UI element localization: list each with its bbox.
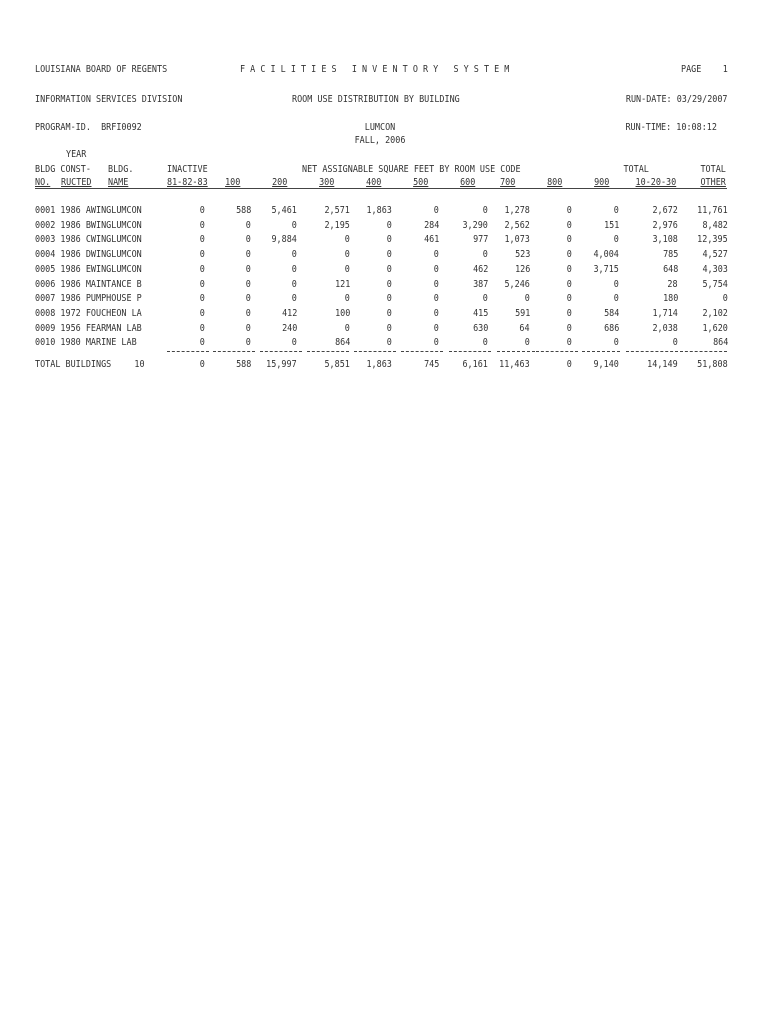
cell-c900: 0 bbox=[613, 337, 619, 349]
cell-inactive: 0 bbox=[199, 337, 205, 349]
cell-c300: 100 bbox=[334, 307, 350, 319]
col-name: NAME bbox=[108, 177, 129, 188]
cell-c700: 591 bbox=[514, 307, 530, 319]
cell-c100: 0 bbox=[245, 307, 251, 319]
cell-other: 0 bbox=[722, 293, 728, 305]
cell-c600: 0 bbox=[482, 293, 488, 305]
cell-c700: 2,562 bbox=[504, 219, 530, 231]
row-label: 0010 1980 MARINE LAB bbox=[35, 337, 137, 349]
cell-c400: 0 bbox=[386, 278, 392, 290]
term: FALL, 2006 bbox=[354, 135, 406, 146]
cell-total: 2,038 bbox=[652, 322, 678, 334]
cell-c300: 0 bbox=[344, 249, 350, 261]
col-bldg-const-label: BLDG CONST- bbox=[35, 164, 91, 175]
cell-inactive: 0 bbox=[199, 278, 205, 290]
run-time: RUN-TIME: 10:08:12 bbox=[625, 122, 717, 133]
cell-inactive: 0 bbox=[199, 249, 205, 261]
dash-separator bbox=[680, 351, 727, 352]
dash-separator bbox=[213, 351, 255, 352]
cell-c200: 0 bbox=[291, 293, 297, 305]
cell-c400: 0 bbox=[386, 249, 392, 261]
cell-c500: 0 bbox=[433, 205, 439, 216]
cell-c300: 0 bbox=[344, 263, 350, 275]
cell-c800: 0 bbox=[566, 293, 572, 305]
row-label: 0009 1956 FEARMAN LAB bbox=[35, 322, 142, 334]
cell-c600: 462 bbox=[472, 263, 488, 275]
row-label: 0003 1986 CWINGLUMCON bbox=[35, 234, 142, 246]
cell-other: 5,754 bbox=[702, 278, 728, 290]
total-other: 51,808 bbox=[697, 359, 728, 370]
cell-c300: 0 bbox=[344, 322, 350, 334]
cell-c900: 0 bbox=[613, 278, 619, 290]
col-800: 800 bbox=[546, 177, 562, 188]
cell-c400: 0 bbox=[386, 263, 392, 275]
cell-c800: 0 bbox=[566, 249, 572, 261]
cell-c800: 0 bbox=[566, 322, 572, 334]
header-rule bbox=[35, 188, 727, 189]
total-c100: 588 bbox=[235, 359, 251, 370]
cell-c200: 0 bbox=[291, 249, 297, 261]
dash-separator bbox=[582, 351, 620, 352]
run-date: RUN-DATE: 03/29/2007 bbox=[626, 94, 728, 105]
cell-c600: 0 bbox=[482, 337, 488, 349]
cell-c900: 686 bbox=[603, 322, 619, 334]
cell-c900: 0 bbox=[613, 234, 619, 246]
cell-c600: 3,290 bbox=[462, 219, 488, 231]
cell-c100: 0 bbox=[245, 322, 251, 334]
row-label: 0008 1972 FOUCHEON LA bbox=[35, 307, 142, 319]
cell-c800: 0 bbox=[566, 307, 572, 319]
cell-c500: 0 bbox=[433, 293, 439, 305]
cell-c500: 284 bbox=[423, 219, 439, 231]
total-c400: 1,863 bbox=[366, 359, 392, 370]
cell-c100: 0 bbox=[245, 219, 251, 231]
program-id: PROGRAM-ID. BRFI0092 bbox=[35, 122, 142, 133]
col-100: 100 bbox=[224, 177, 240, 188]
cell-c400: 0 bbox=[386, 307, 392, 319]
division-name: INFORMATION SERVICES DIVISION bbox=[35, 94, 183, 105]
cell-inactive: 0 bbox=[199, 307, 205, 319]
cell-other: 8,482 bbox=[702, 219, 728, 231]
cell-c600: 977 bbox=[472, 234, 488, 246]
total-c300: 5,851 bbox=[324, 359, 350, 370]
col-inactive: 81-82-83 bbox=[167, 177, 208, 188]
cell-c400: 0 bbox=[386, 219, 392, 231]
cell-c600: 387 bbox=[472, 278, 488, 290]
dash-separator bbox=[354, 351, 396, 352]
cell-c800: 0 bbox=[566, 205, 572, 216]
cell-inactive: 0 bbox=[199, 234, 205, 246]
cell-c800: 0 bbox=[566, 219, 572, 231]
col-inactive-top: INACTIVE bbox=[167, 164, 208, 175]
cell-c500: 0 bbox=[433, 307, 439, 319]
row-label: 0004 1986 DWINGLUMCON bbox=[35, 249, 142, 261]
cell-c700: 0 bbox=[524, 337, 530, 349]
cell-other: 2,102 bbox=[702, 307, 728, 319]
cell-inactive: 0 bbox=[199, 293, 205, 305]
cell-c200: 0 bbox=[291, 337, 297, 349]
cell-total: 648 bbox=[662, 263, 678, 275]
dash-separator bbox=[497, 351, 535, 352]
cell-other: 864 bbox=[712, 337, 728, 349]
cell-c100: 588 bbox=[235, 205, 251, 216]
cell-other: 11,761 bbox=[697, 205, 728, 216]
cell-c800: 0 bbox=[566, 263, 572, 275]
cell-c800: 0 bbox=[566, 234, 572, 246]
col-total-top: TOTAL bbox=[623, 164, 649, 175]
report-title: ROOM USE DISTRIBUTION BY BUILDING bbox=[292, 94, 460, 105]
col-year-label: YEAR bbox=[66, 149, 87, 160]
cell-c200: 5,461 bbox=[271, 205, 297, 216]
cell-total: 0 bbox=[672, 337, 678, 349]
cell-c100: 0 bbox=[245, 293, 251, 305]
cell-c800: 0 bbox=[566, 278, 572, 290]
dash-separator bbox=[449, 351, 491, 352]
total-buildings-count: 10 bbox=[134, 359, 145, 370]
campus-name: LUMCON bbox=[364, 122, 396, 133]
cell-c400: 0 bbox=[386, 337, 392, 349]
total-inactive: 0 bbox=[199, 359, 205, 370]
cell-c200: 0 bbox=[291, 219, 297, 231]
col-total-10-20-30: 10-20-30 bbox=[635, 177, 676, 188]
col-400: 400 bbox=[365, 177, 381, 188]
page-label: PAGE bbox=[681, 64, 702, 75]
cell-c200: 9,884 bbox=[271, 234, 297, 246]
col-900: 900 bbox=[593, 177, 609, 188]
cell-c100: 0 bbox=[245, 337, 251, 349]
total-c700: 11,463 bbox=[499, 359, 530, 370]
total-c600: 6,161 bbox=[462, 359, 488, 370]
cell-c600: 0 bbox=[482, 249, 488, 261]
cell-total: 28 bbox=[667, 278, 678, 290]
cell-c300: 2,571 bbox=[324, 205, 350, 216]
cell-c700: 126 bbox=[514, 263, 530, 275]
col-bldg-name-top: BLDG. bbox=[108, 164, 134, 175]
cell-c100: 0 bbox=[245, 249, 251, 261]
cell-c900: 3,715 bbox=[593, 263, 619, 275]
cell-c900: 0 bbox=[613, 205, 619, 216]
row-label: 0002 1986 BWINGLUMCON bbox=[35, 219, 142, 231]
cell-total: 2,976 bbox=[652, 219, 678, 231]
row-label: 0001 1986 AWINGLUMCON bbox=[35, 205, 142, 216]
cell-other: 4,303 bbox=[702, 263, 728, 275]
cell-c400: 0 bbox=[386, 293, 392, 305]
dash-separator bbox=[401, 351, 443, 352]
cell-c400: 0 bbox=[386, 234, 392, 246]
system-title: F A C I L I T I E S I N V E N T O R Y S Y S T E M bbox=[240, 64, 510, 75]
cell-c300: 2,195 bbox=[324, 219, 350, 231]
cell-total: 2,672 bbox=[652, 205, 678, 216]
cell-other: 4,527 bbox=[702, 249, 728, 261]
col-600: 600 bbox=[459, 177, 475, 188]
cell-c500: 0 bbox=[433, 249, 439, 261]
cell-c900: 0 bbox=[613, 293, 619, 305]
cell-c700: 1,278 bbox=[504, 205, 530, 216]
col-total-other: OTHER bbox=[700, 177, 726, 188]
cell-c600: 415 bbox=[472, 307, 488, 319]
dash-separator bbox=[307, 351, 349, 352]
total-c800: 0 bbox=[566, 359, 572, 370]
col-total-other-top: TOTAL bbox=[700, 164, 726, 175]
cell-c700: 5,246 bbox=[504, 278, 530, 290]
cell-c100: 0 bbox=[245, 278, 251, 290]
cell-c300: 0 bbox=[344, 234, 350, 246]
cell-total: 1,714 bbox=[652, 307, 678, 319]
row-label: 0005 1986 EWINGLUMCON bbox=[35, 263, 142, 275]
cell-c100: 0 bbox=[245, 234, 251, 246]
cell-inactive: 0 bbox=[199, 205, 205, 216]
cell-c700: 64 bbox=[519, 322, 530, 334]
total-c900: 9,140 bbox=[593, 359, 619, 370]
cell-c900: 151 bbox=[603, 219, 619, 231]
col-300: 300 bbox=[318, 177, 334, 188]
cell-other: 12,395 bbox=[697, 234, 728, 246]
cell-total: 785 bbox=[662, 249, 678, 261]
col-ructed: RUCTED bbox=[61, 177, 92, 188]
row-label: 0007 1986 PUMPHOUSE P bbox=[35, 293, 142, 305]
dash-separator bbox=[626, 351, 678, 352]
dash-separator bbox=[260, 351, 302, 352]
cell-c200: 0 bbox=[291, 263, 297, 275]
org-name: LOUISIANA BOARD OF REGENTS bbox=[35, 64, 168, 75]
cell-inactive: 0 bbox=[199, 263, 205, 275]
total-c500: 745 bbox=[423, 359, 439, 370]
total-total: 14,149 bbox=[647, 359, 678, 370]
col-no: NO. bbox=[35, 177, 51, 188]
cell-c500: 0 bbox=[433, 263, 439, 275]
cell-c600: 0 bbox=[482, 205, 488, 216]
cell-c200: 412 bbox=[281, 307, 297, 319]
cell-c400: 0 bbox=[386, 322, 392, 334]
cell-inactive: 0 bbox=[199, 219, 205, 231]
cell-c900: 4,004 bbox=[593, 249, 619, 261]
cell-c700: 1,073 bbox=[504, 234, 530, 246]
cell-c900: 584 bbox=[603, 307, 619, 319]
dash-separator bbox=[167, 351, 209, 352]
cell-c500: 0 bbox=[433, 322, 439, 334]
cell-c300: 864 bbox=[334, 337, 350, 349]
cell-c300: 0 bbox=[344, 293, 350, 305]
cell-c500: 0 bbox=[433, 337, 439, 349]
total-buildings-label: TOTAL BUILDINGS bbox=[35, 359, 112, 370]
page-number: 1 bbox=[722, 64, 728, 75]
cell-c200: 240 bbox=[281, 322, 297, 334]
col-nasf-label: NET ASSIGNABLE SQUARE FEET BY ROOM USE CODE bbox=[302, 164, 521, 175]
cell-c700: 523 bbox=[514, 249, 530, 261]
col-700: 700 bbox=[499, 177, 515, 188]
row-label: 0006 1986 MAINTANCE B bbox=[35, 278, 142, 290]
cell-total: 3,108 bbox=[652, 234, 678, 246]
cell-c700: 0 bbox=[524, 293, 530, 305]
cell-other: 1,620 bbox=[702, 322, 728, 334]
cell-c100: 0 bbox=[245, 263, 251, 275]
col-500: 500 bbox=[412, 177, 428, 188]
cell-inactive: 0 bbox=[199, 322, 205, 334]
cell-total: 180 bbox=[662, 293, 678, 305]
cell-c400: 1,863 bbox=[366, 205, 392, 216]
dash-separator bbox=[536, 351, 578, 352]
col-200: 200 bbox=[271, 177, 287, 188]
cell-c500: 461 bbox=[423, 234, 439, 246]
cell-c500: 0 bbox=[433, 278, 439, 290]
cell-c800: 0 bbox=[566, 337, 572, 349]
cell-c300: 121 bbox=[334, 278, 350, 290]
total-c200: 15,997 bbox=[266, 359, 297, 370]
cell-c200: 0 bbox=[291, 278, 297, 290]
cell-c600: 630 bbox=[472, 322, 488, 334]
